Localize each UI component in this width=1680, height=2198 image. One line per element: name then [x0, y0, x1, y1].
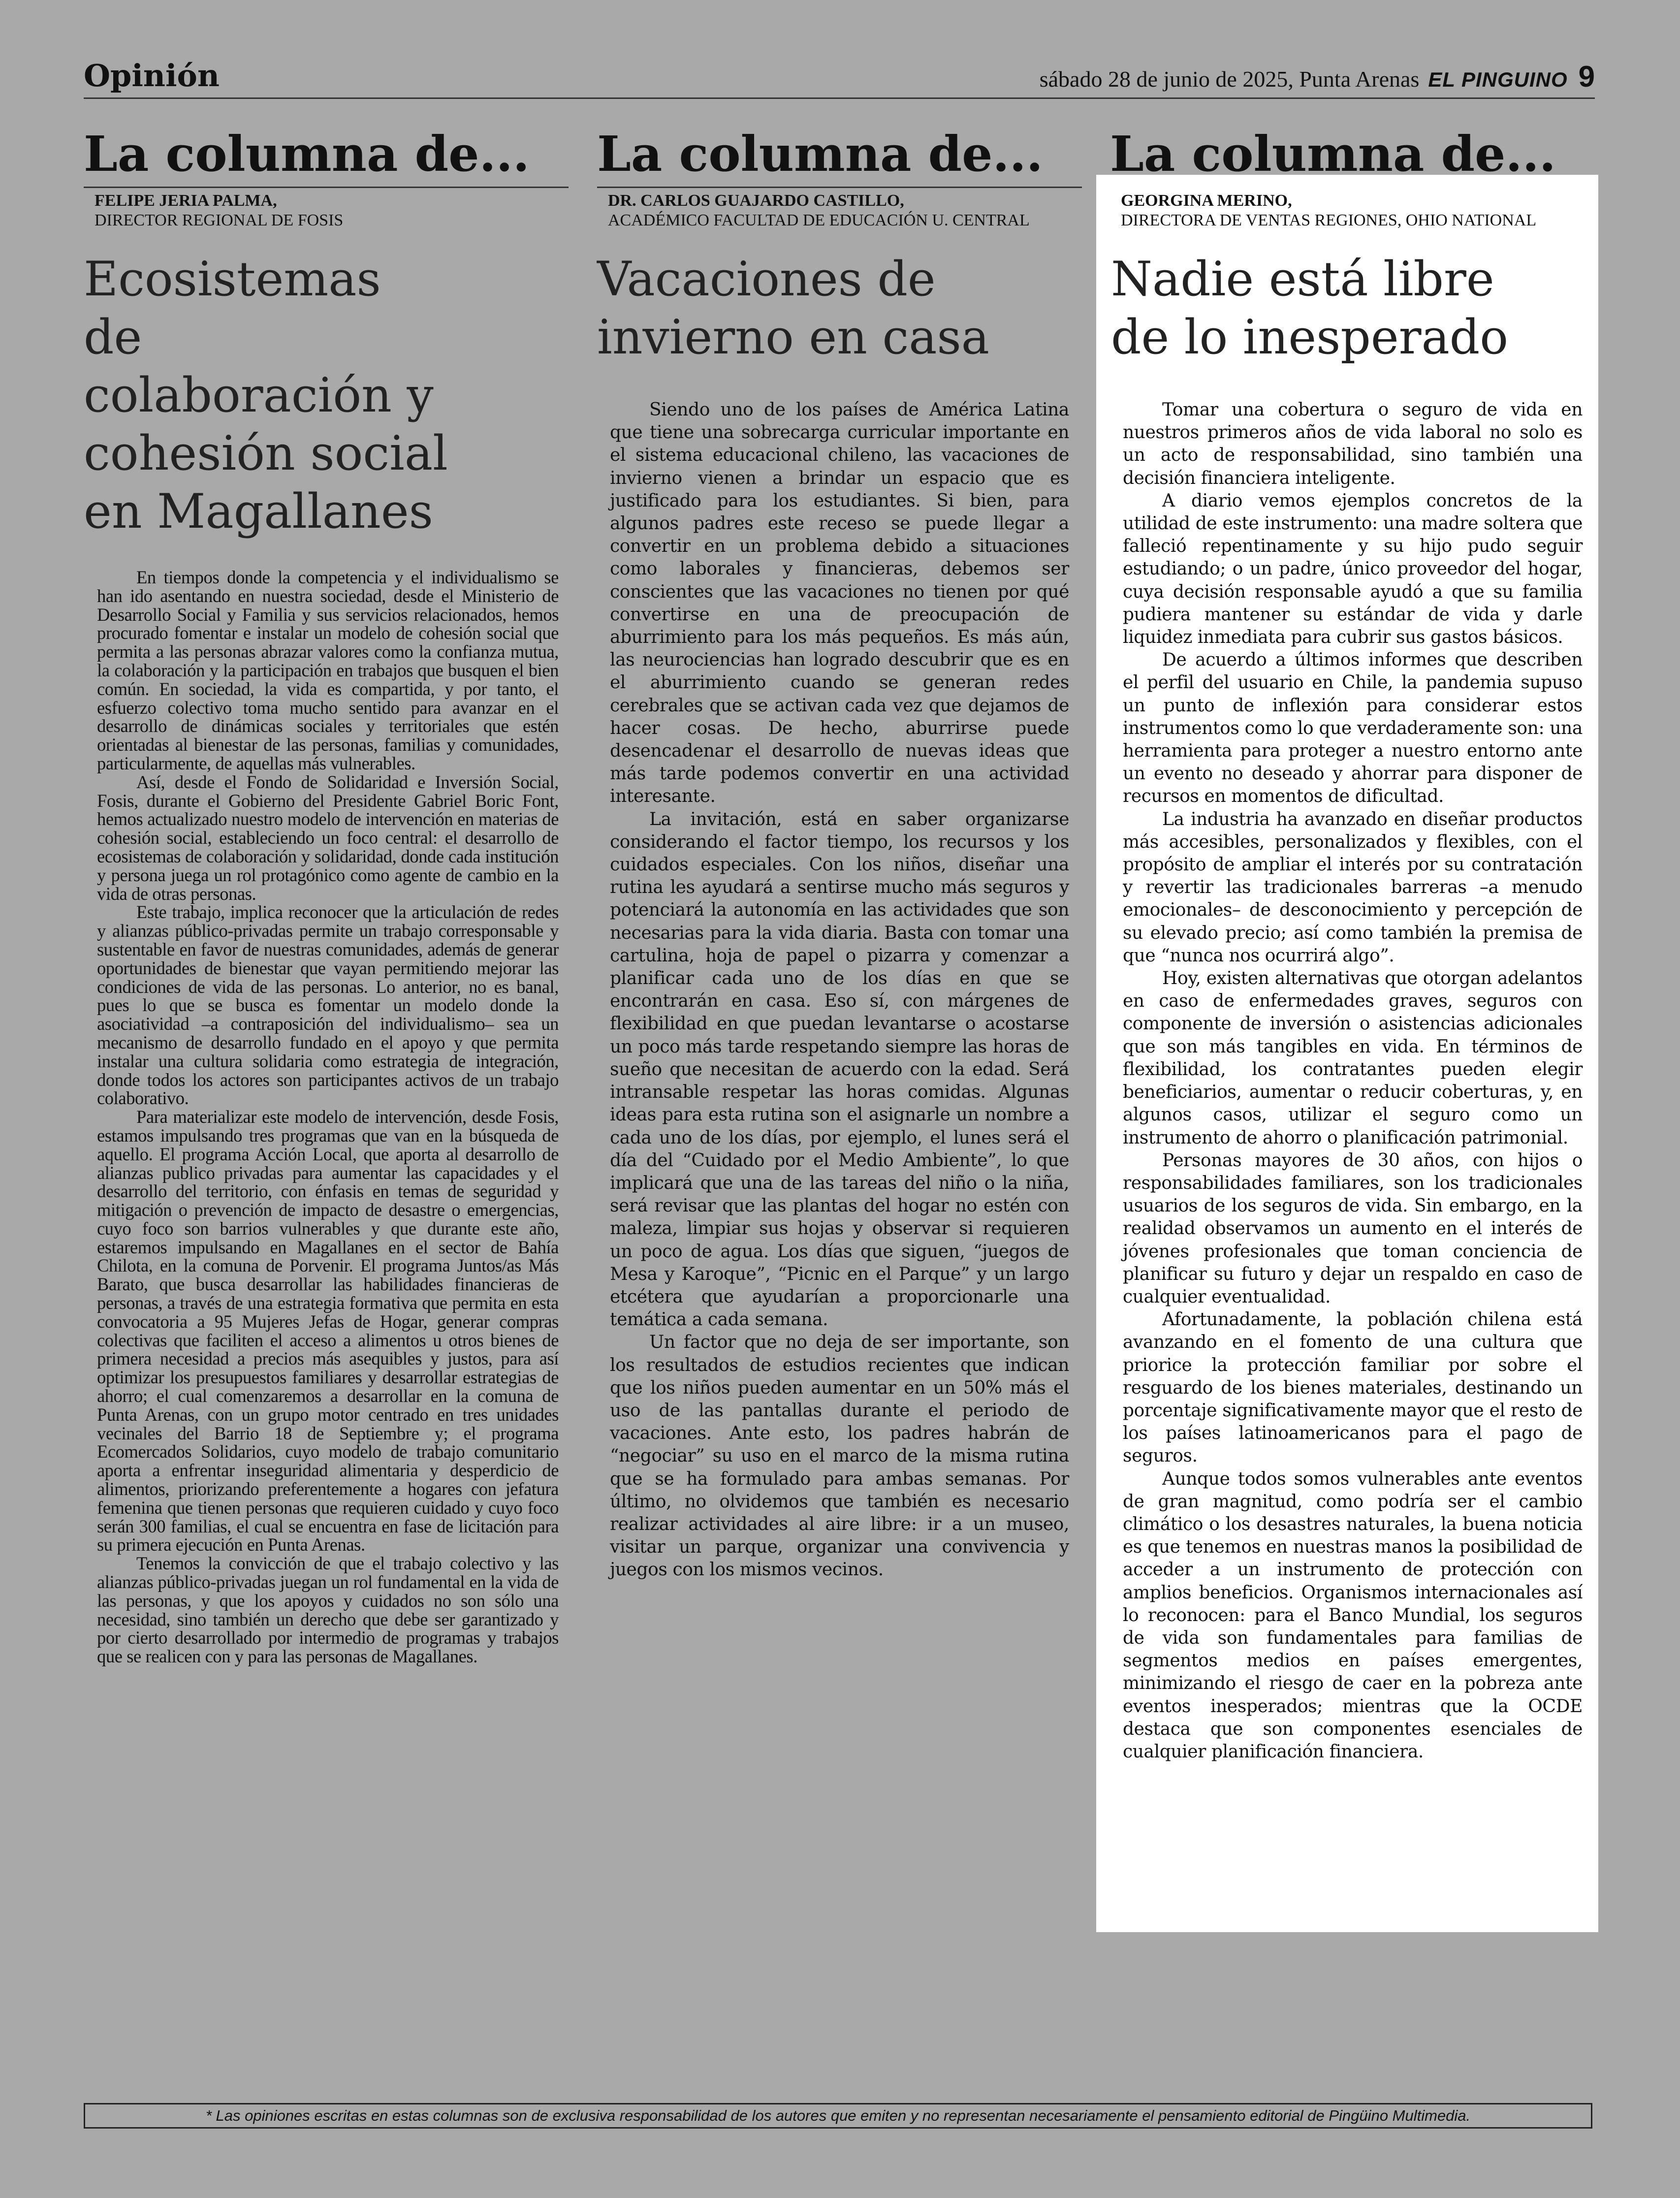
- article-headline: Vacaciones de invierno en casa: [597, 252, 989, 365]
- column-kicker: La columna de...: [84, 126, 569, 188]
- page-number: 9: [1578, 60, 1595, 93]
- article-body: [1110, 399, 1592, 1763]
- author-role: ACADÉMICO FACULTAD DE EDUCACIÓN U. CENTRAL: [608, 211, 1030, 229]
- body-paragraph: Así, desde el Fondo de Solidaridad e Inversión Social, Fosis, durante el Gobierno del Presidente Gabriel Boric Font, hemos actualizado nuestro modelo de intervención en materias de cohesión social, estableciendo un foco central: el desarrollo de ecosistemas de colaboración y solidaridad, donde cada institución y persona juega un rol protagónico como agente de cambio en la vida de otras personas.: [97, 771, 559, 904]
- body-paragraph: Siendo uno de los países de América Latina que tiene una sobrecarga curricular importante en el sistema educacional chileno, las vacaciones de invierno vienen a brindar un espacio que es justificado para los estudiantes. Si bien, para algunos padres este receso se puede llegar a convertir en un problema debido a situaciones como laborales y financieras, debemos ser conscientes que las vacaciones no tienen por qué convertirse en una de preocupación de aburrimiento para los más pequeños. Es más aún, las neurociencias han logrado descubrir que es en el aburrimiento cuando se generan redes cerebrales que se activan cada vez que dejamos de hacer cosas. De hecho, aburrirse puede desencadenar el desarrollo de nuevas ideas que más tarde podemos convertir en una actividad interesante.: [610, 400, 1069, 807]
- newspaper-logo: EL PINGUINO: [1428, 68, 1568, 91]
- body-paragraph: La industria ha avanzado en diseñar productos más accesibles, personalizados y flexibles, con el propósito de ampliar el interés por su contratación y revertir las tradicionales barreras –a menudo emocionales– de desconocimiento y percepción de su elevado precio; así como también la premisa de que “nunca nos ocurrirá algo”.: [1123, 809, 1583, 966]
- body-paragraph: De acuerdo a últimos informes que describen el perfil del usuario en Chile, la pandemia supuso un punto de inflexión para considerar estos instrumentos como lo que verdaderamente son: una herramienta para proteger a nuestro entorno ante un evento no deseado y ahorrar para disponer de recursos en momentos de dificultad.: [1123, 650, 1583, 807]
- column-kicker: La columna de...: [597, 126, 1082, 188]
- body-paragraph: Afortunadamente, la población chilena está avanzando en el fomento de una cultura que priorice la protección familiar por sobre el resguardo de los bienes materiales, destinando un porcentaje significativamente mayor que el resto de los países latinoamericanos para el pago de seguros.: [1123, 1309, 1583, 1466]
- body-paragraph: A diario vemos ejemplos concretos de la utilidad de este instrumento: una madre soltera que falleció repentinamente y su hijo pudo seguir estudiando; o un padre, único proveedor del hogar, cuya decisión responsable ayudó a que su familia pudiera mantener su estándar de vida y darle liquidez inmediata para cubrir sus gastos básicos.: [1123, 490, 1583, 648]
- author-role: DIRECTOR REGIONAL DE FOSIS: [95, 211, 344, 229]
- author-name: DR. CARLOS GUAJARDO CASTILLO,: [608, 191, 904, 210]
- opinion-column-1: [84, 126, 569, 1666]
- column-kicker: La columna de...: [1110, 126, 1556, 183]
- date-text: sábado 28 de junio de 2025, Punta Arenas: [1039, 66, 1420, 92]
- opinion-column-2: [597, 126, 1082, 1582]
- opinion-column-3: [1110, 126, 1592, 1763]
- author-name: FELIPE JERIA PALMA,: [95, 191, 277, 210]
- body-paragraph: Tenemos la convicción de que el trabajo colectivo y las alianzas público-privadas juegan un rol fundamental en la vida de las personas, y que los apoyos y cuidados no son sólo una necesidad, sino también un derecho que debe ser garantizado y por cierto desarrollado por intermedio de programas y trabajos que se realicen con y para las personas de Magallanes.: [97, 1553, 559, 1667]
- body-paragraph: Un factor que no deja de ser importante, son los resultados de estudios recientes que indican que los niños pueden aumentar en un 50% más el uso de las pantallas durante el periodo de vacaciones. Ante esto, los padres habrán de “negociar” su uso en el marco de la misma rutina que se ha formulado para ambas semanas. Por último, no olvidemos que también es necesario realizar actividades al aire libre: ir a un museo, visitar un parque, organizar una convivencia y juegos con los mismos vecinos.: [610, 1332, 1069, 1580]
- author-name: GEORGINA MERINO,: [1121, 191, 1292, 210]
- author-role: DIRECTORA DE VENTAS REGIONES, OHIO NATIONAL: [1121, 211, 1537, 229]
- body-paragraph: Tomar una cobertura o seguro de vida en nuestros primeros años de vida laboral no solo es un acto de responsabilidad, sino también una decisión financiera inteligente.: [1123, 400, 1583, 488]
- article-body: [597, 399, 1082, 1582]
- article-headline: Ecosistemas de colaboración y cohesión social en Magallanes: [84, 252, 448, 539]
- body-paragraph: En tiempos donde la competencia y el individualismo se han ido asentando en nuestra sociedad, desde el Ministerio de Desarrollo Social y Familia y sus servicios relacionados, hemos procurado fomentar e instalar un modelo de cohesión social que permita a las personas abrazar valores como la confianza mutua, la colaboración y la participación en trabajos que busquen el bien común. En sociedad, la vida es compartida, y por tanto, el esfuerzo colectivo toma mucho sentido para avanzar en el desarrollo de dinámicas sociales y territoriales que estén orientadas al bienestar de las personas, familias y comunidades, particularmente, de aquellas más vulnerables.: [97, 567, 559, 773]
- body-paragraph: Aunque todos somos vulnerables ante eventos de gran magnitud, como podría ser el cambio climático o los desastres naturales, la buena noticia es que tenemos en nuestras manos la posibilidad de acceder a un instrumento de protección con amplios beneficios. Organismos internacionales así lo reconocen: para el Banco Mundial, los seguros de vida son fundamentales para familias de segmentos medios en países emergentes, minimizando el riesgo de caer en la pobreza ante eventos inesperados; mientras que la OCDE destaca que son componentes esenciales de cualquier planificación financiera.: [1123, 1468, 1583, 1762]
- section-title: Opinión: [84, 58, 220, 94]
- dateline: [1040, 60, 1595, 94]
- body-paragraph: La invitación, está en saber organizarse considerando el factor tiempo, los recursos y los cuidados especiales. Con los niños, diseñar una rutina les ayudará a sentirse mucho más seguros y potenciará la autonomía en las actividades que son necesarias para la vida diaria. Basta con tomar una cartulina, hoja de papel o pizarra y comenzar a planificar cada uno de los días en que se encontrarán en casa. Eso sí, con márgenes de flexibilidad en que puedan levantarse o acostarse un poco más tarde respetando siempre las horas de sueño que necesitan de acuerdo con la edad. Será intransable respetar las horas comidas. Algunas ideas para esta rutina son el asignarle un nombre a cada uno de los días, por ejemplo, el lunes será el día del “Cuidado por el Medio Ambiente”, lo que implicará que una de las tareas del niño o la niña, será revisar que las plantas del hogar no estén con maleza, limpiar sus hojas y observar si requieren un poco de agua. Los días que siguen, “juegos de Mesa y Karoque”, “Picnic en el Parque” y un largo etcétera que ayudarían a proporcionarle una temática a cada semana.: [610, 809, 1069, 1330]
- page-header: [84, 58, 1595, 99]
- body-paragraph: Hoy, existen alternativas que otorgan adelantos en caso de enfermedades graves, seguros con componente de inversión o asistencias adicionales que son más tangibles en vida. En términos de flexibilidad, los contratantes pueden elegir beneficiarios, aumentar o reducir coberturas, y, en algunos casos, utilizar el seguro como un instrumento de ahorro o planificación patrimonial.: [1123, 968, 1583, 1148]
- body-paragraph: Personas mayores de 30 años, con hijos o responsabilidades familiares, son los tradicionales usuarios de los seguros de vida. Sin embargo, en la realidad observamos un aumento en el interés de jóvenes profesionales que toman conciencia de planificar su futuro y dejar un respaldo en caso de cualquier eventualidad.: [1123, 1150, 1583, 1307]
- article-headline: Nadie está libre de lo inesperado: [1111, 252, 1509, 365]
- body-paragraph: Este trabajo, implica reconocer que la articulación de redes y alianzas público-privadas permite un trabajo corresponsable y sustentable en favor de nuestras comunidades, además de generar oportunidades de bienestar que vayan permitiendo mejorar las condiciones de vida de las personas. Lo anterior, no es banal, pues lo que se busca es fomentar un modelo donde la asociatividad –a contraposición del individualismo– sea un mecanismo de desarrollo fundado en el apoyo y que permita instalar una cultura solidaria como estrategia de integración, donde todos los actores son participantes activos de un trabajo colaborativo.: [97, 902, 559, 1109]
- article-body: [84, 568, 569, 1666]
- editorial-disclaimer: * Las opiniones escritas en estas columnas son de exclusiva responsabilidad de los autores que emiten y no representan necesariamente el pensamiento editorial de Pingüino Multimedia.: [84, 2103, 1592, 2129]
- body-paragraph: Para materializar este modelo de intervención, desde Fosis, estamos impulsando tres programas que van en la búsqueda de aquello. El programa Acción Local, que aporta al desarrollo de alianzas publico privadas para aumentar las capacidades y el desarrollo del territorio, con énfasis en temas de seguridad y mitigación o prevención de impacto de desastre o emergencias, cuyo foco son barrios vulnerables y que durante este año, estaremos impulsando en Magallanes en el sector de Bahía Chilota, en la comuna de Porvenir. El programa Juntos/as Más Barato, que busca desarrollar las habilidades financieras de personas, a través de una estrategia formativa que permita en esta convocatoria a 95 Mujeres Jefas de Hogar, generar compras colectivas que faciliten el acceso a alimentos u otros bienes de primera necesidad a precios más asequibles y justos, para así optimizar los presupuestos familiares y desarrollar estrategias de ahorro; el cual comenzaremos a desarrollar en la comuna de Punta Arenas, con un grupo motor centrado en tres unidades vecinales del Barrio 18 de Septiembre y; el programa Ecomercados Solidarios, cuyo modelo de trabajo comunitario aporta a enfrentar inseguridad alimentaria y desperdicio de alimentos, priorizando preferentemente a hogares con jefatura femenina que tienen personas que requieren cuidado y cuyo foco serán 300 familias, el cual se encuentra en fase de licitación para su primera ejecución en Punta Arenas.: [97, 1107, 559, 1555]
